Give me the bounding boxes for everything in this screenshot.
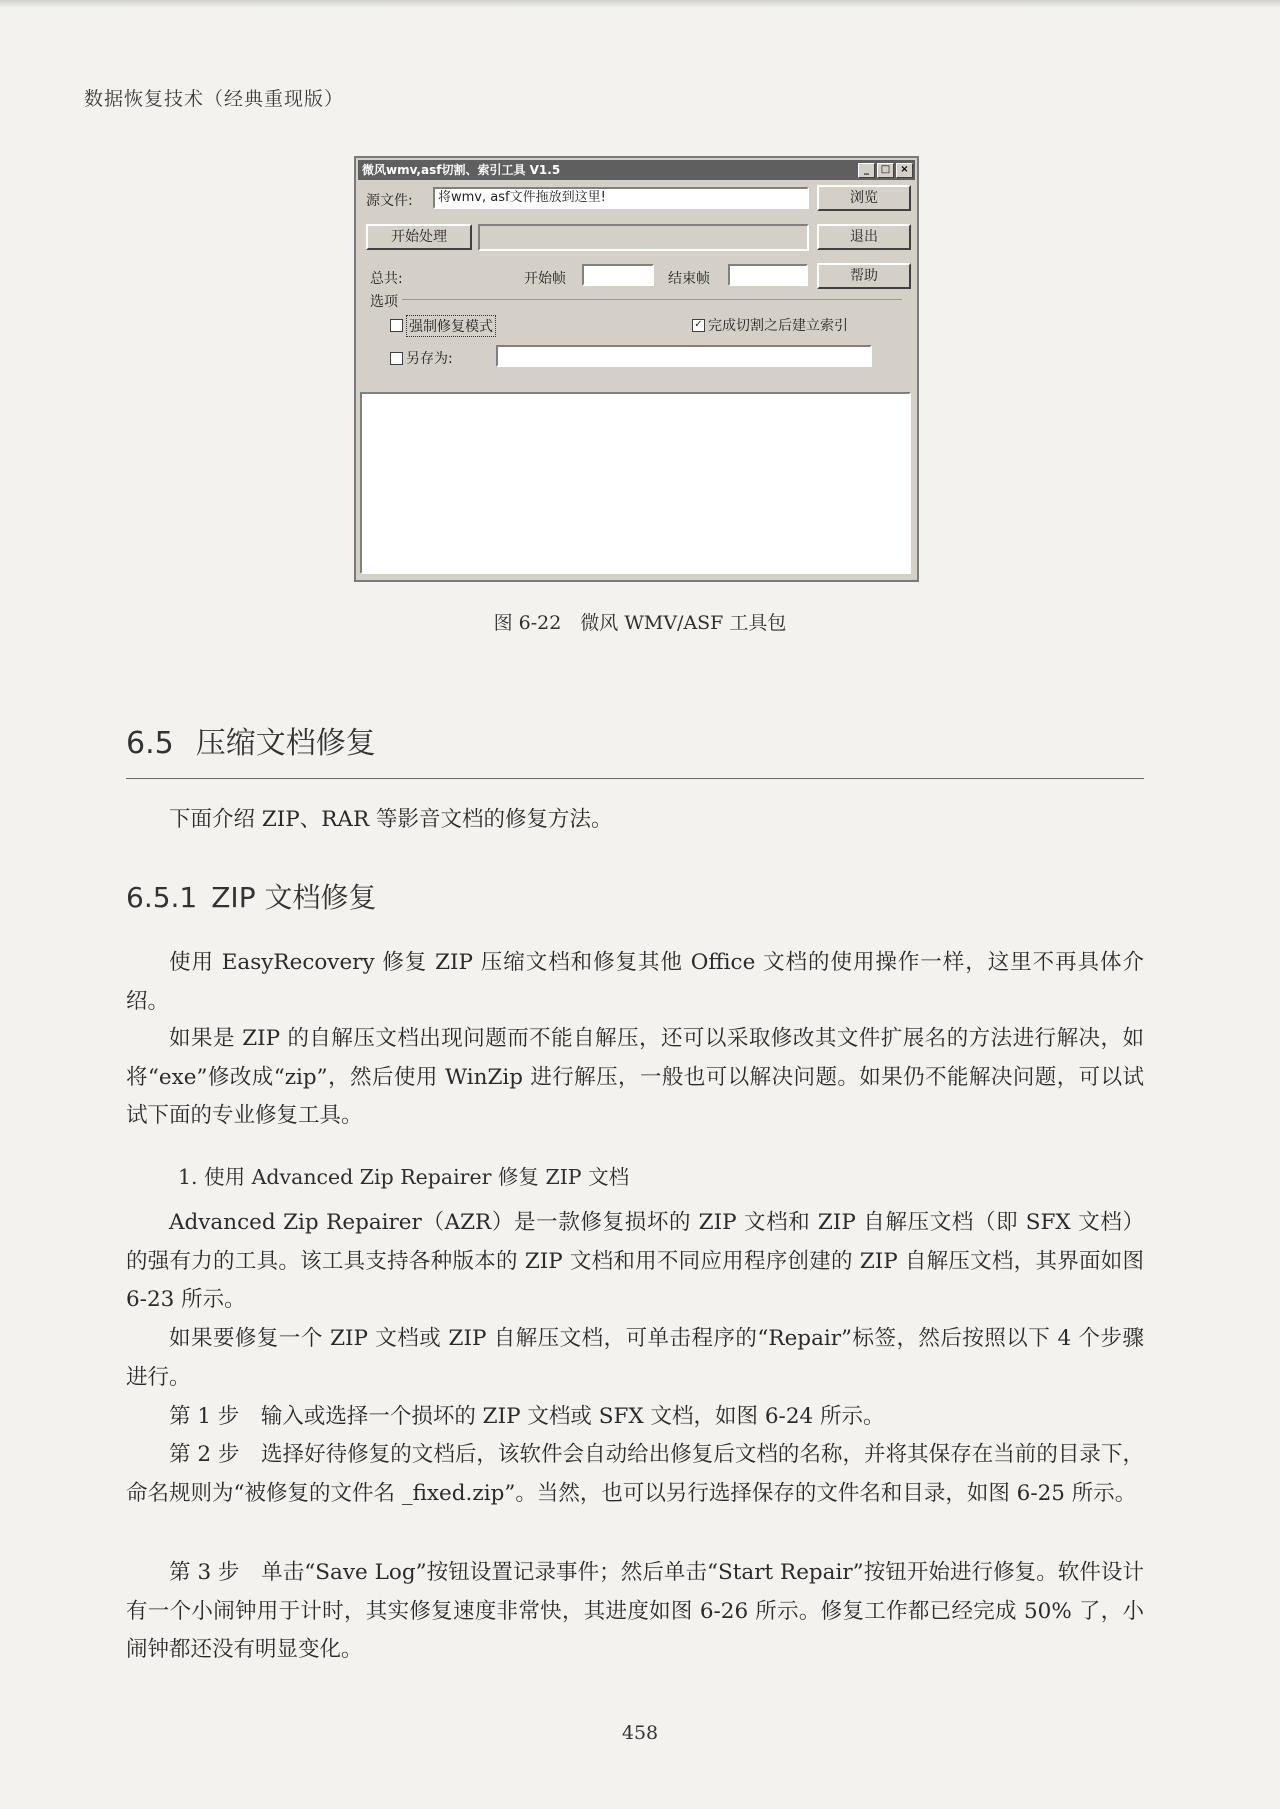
progress-bar	[478, 224, 809, 251]
start-process-button[interactable]: 开始处理	[366, 224, 472, 250]
minimize-icon[interactable]: _	[858, 163, 875, 178]
start-frame-input[interactable]	[582, 264, 654, 286]
exit-button[interactable]: 退出	[817, 224, 911, 250]
browse-button[interactable]: 浏览	[817, 185, 911, 211]
step-2: 第 2 步 选择好待修复的文档后，该软件会自动给出修复后文档的名称，并将其保存在当前的目录下，命名规则为“被修复的文件名 _fixed.zip”。当然，也可以另行选择保存的文件名和目录，如图 6-25 所示。	[126, 1442, 1144, 1506]
options-group-label: 选项	[370, 294, 398, 310]
subsection-number: 6.5.1	[126, 881, 198, 914]
page-top-edge	[0, 0, 1280, 8]
options-group-border	[402, 299, 902, 300]
force-repair-label: 强制修复模式	[406, 315, 496, 337]
force-repair-checkbox[interactable]	[390, 319, 403, 332]
close-icon[interactable]: ×	[896, 163, 913, 178]
section-intro: 下面介绍 ZIP、RAR 等影音文档的修复方法。	[169, 807, 613, 832]
save-as-label: 另存为:	[406, 351, 453, 367]
page-number: 458	[621, 1722, 659, 1744]
paragraph-3: Advanced Zip Repairer（AZR）是一款修复损坏的 ZIP 文档和 ZIP 自解压文档（即 SFX 文档）的强有力的工具。该工具支持各种版本的 ZIP 文档和用不同应用程序创建的 ZIP 自解压文档，其界面如图 6-23 所示。	[126, 1210, 1144, 1312]
paragraph-1: 使用 EasyRecovery 修复 ZIP 压缩文档和修复其他 Office 文档的使用操作一样，这里不再具体介绍。	[126, 950, 1144, 1014]
subsection-title: ZIP 文档修复	[211, 881, 377, 914]
build-index-checkbox[interactable]	[692, 319, 705, 332]
list-heading: 1. 使用 Advanced Zip Repairer 修复 ZIP 文档	[178, 1165, 630, 1189]
save-as-checkbox[interactable]	[390, 352, 403, 365]
paragraph-2: 如果是 ZIP 的自解压文档出现问题而不能自解压，还可以采取修改其文件扩展名的方法进行解决，如将“exe”修改成“zip”，然后使用 WinZip 进行解压，一般也可以解决问题。如果仍不能解决问题，可以试试下面的专业修复工具。	[126, 1026, 1144, 1128]
window-title: 微风wmv,asf切割、索引工具 V1.5	[362, 163, 561, 177]
subsection-heading	[126, 876, 376, 916]
save-as-input[interactable]	[496, 345, 872, 367]
running-head: 数据恢复技术（经典重现版）	[84, 88, 345, 110]
log-output-area[interactable]	[360, 392, 911, 574]
window-controls	[858, 163, 913, 178]
help-button[interactable]: 帮助	[817, 263, 911, 289]
maximize-icon[interactable]: □	[877, 163, 894, 178]
section-heading	[126, 718, 376, 762]
figure-caption: 图 6-22 微风 WMV/ASF 工具包	[493, 612, 787, 634]
paragraph-4: 如果要修复一个 ZIP 文档或 ZIP 自解压文档，可单击程序的“Repair”标签，然后按照以下 4 个步骤进行。	[126, 1326, 1144, 1390]
source-file-input[interactable]: 将wmv, asf文件拖放到这里!	[433, 187, 809, 209]
total-label: 总共:	[370, 271, 403, 287]
section-rule	[126, 778, 1144, 779]
step-1: 第 1 步 输入或选择一个损坏的 ZIP 文档或 SFX 文档，如图 6-24 所示。	[169, 1404, 885, 1429]
end-frame-input[interactable]	[728, 264, 808, 286]
figure-screenshot-window	[354, 156, 919, 582]
check-icon: ✓	[694, 319, 703, 330]
end-frame-label: 结束帧	[668, 271, 710, 287]
section-number: 6.5	[126, 726, 174, 761]
step-3: 第 3 步 单击“Save Log”按钮设置记录事件；然后单击“Start Repair”按钮开始进行修复。软件设计有一个小闹钟用于计时，其实修复速度非常快，其进度如图 6-26 所示。修复工作都已经完成 50% 了，小闹钟都还没有明显变化。	[126, 1560, 1144, 1662]
start-frame-label: 开始帧	[524, 271, 566, 287]
build-index-label: 完成切割之后建立索引	[708, 318, 848, 334]
window-titlebar	[358, 160, 915, 180]
source-file-label: 源文件:	[366, 193, 413, 209]
section-title: 压缩文档修复	[195, 726, 376, 761]
